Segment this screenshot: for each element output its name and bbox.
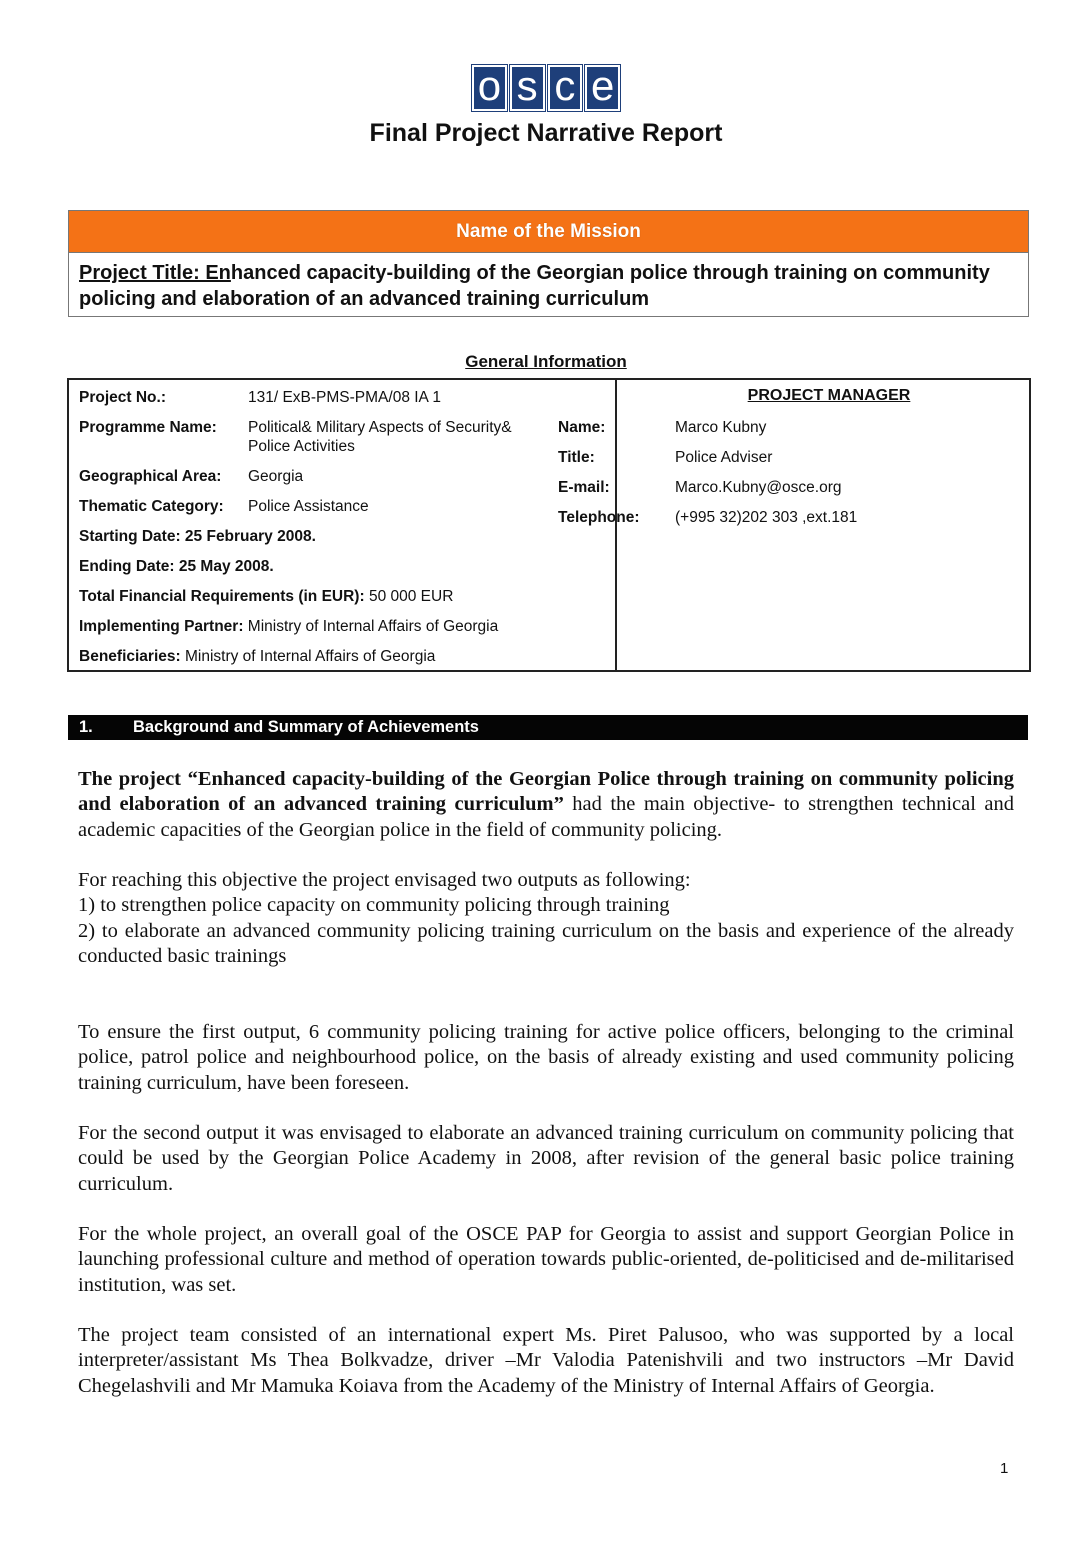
- paragraph-outputs: [78, 868, 1014, 969]
- logo-letter-s: s: [510, 65, 545, 111]
- outputs-intro: For reaching this objective the project envisaged two outputs as following:: [78, 869, 691, 891]
- logo-letter-c: c: [548, 65, 583, 111]
- pm-title-value: Police Adviser: [675, 449, 773, 466]
- general-information-heading: General Information: [465, 352, 627, 371]
- beneficiaries: [79, 647, 435, 666]
- pm-email-value[interactable]: Marco.Kubny@osce.org: [675, 479, 842, 496]
- general-information-table: [67, 378, 1031, 672]
- programme-name-value-line1: Political& Military Aspects of Security&: [248, 419, 512, 436]
- report-title: Final Project Narrative Report: [369, 119, 723, 147]
- pm-name-label: Name:: [558, 419, 606, 436]
- section-number: 1.: [79, 718, 93, 736]
- implementing-partner-label: Implementing Partner:: [79, 618, 244, 635]
- implementing-partner: [79, 617, 498, 636]
- project-no-value: 131/ ExB-PMS-PMA/08 IA 1: [248, 389, 441, 406]
- beneficiaries-value: Ministry of Internal Affairs of Georgia: [180, 648, 436, 665]
- paragraph-second-output: For the second output it was envisaged to elaborate an advanced training curriculum on community policing that could be used by the Georgian Police Academy in 2008, after revision of the general basic police training curriculum.: [78, 1122, 1014, 1195]
- total-financial-label: Total Financial Requirements (in EUR):: [79, 588, 365, 605]
- osce-logo: [472, 62, 620, 111]
- pm-telephone-label: Telephone:: [558, 509, 640, 526]
- starting-date: Starting Date: 25 February 2008.: [79, 528, 316, 545]
- total-financial-requirements: [79, 587, 453, 606]
- pm-email-label: E-mail:: [558, 479, 610, 496]
- thematic-category-value: Police Assistance: [248, 498, 369, 515]
- geographical-area-value: Georgia: [248, 468, 304, 485]
- logo-letter-o: o: [472, 65, 507, 111]
- project-manager-heading: PROJECT MANAGER: [747, 387, 911, 404]
- implementing-partner-value: Ministry of Internal Affairs of Georgia: [243, 618, 499, 635]
- mission-box: [68, 210, 1029, 317]
- pm-title-label: Title:: [558, 449, 595, 466]
- project-no-label: Project No.:: [79, 389, 166, 406]
- mission-header: Name of the Mission: [69, 211, 1028, 253]
- outputs-item-1: 1) to strengthen police capacity on community policing through training: [78, 894, 670, 917]
- paragraph-objective-rest: had the main objective- to strengthen technical and academic capacities of the Georgian police in the field of community policing.: [78, 793, 1014, 841]
- programme-name-label: Programme Name:: [79, 419, 217, 436]
- outputs-item-2: 2) to elaborate an advanced community policing training curriculum on the basis and experience of the already conducted basic trainings: [78, 919, 1014, 967]
- programme-name-value-line2: Police Activities: [248, 438, 355, 455]
- paragraph-first-output: To ensure the first output, 6 community policing training for active police officers, belonging to the criminal police, patrol police and neighbourhood police, on the basis of already existing and used community policing training curriculum, have been foreseen.: [78, 1021, 1014, 1094]
- paragraph-project-team: The project team consisted of an international expert Ms. Piret Palusoo, who was supported by a local interpreter/assistant Ms Thea Bolkvadze, driver –Mr Valodia Patenishvili and two instructors –Mr David Chegelashvili and Mr Mamuka Koiava from the Academy of the Ministry of Internal Affairs of Georgia.: [78, 1324, 1014, 1397]
- section-heading-bar: [68, 715, 1028, 740]
- project-title-text: hanced capacity-building of the Georgian police through training on community policing and elaboration of an advanced training curriculum: [79, 262, 990, 310]
- logo-letter-e: e: [585, 65, 620, 111]
- ending-date: Ending Date: 25 May 2008.: [79, 558, 274, 575]
- project-title: [69, 253, 1028, 312]
- project-title-label: Project Title: En: [79, 262, 231, 284]
- beneficiaries-label: Beneficiaries:: [79, 648, 181, 665]
- paragraph-overall-goal: For the whole project, an overall goal of the OSCE PAP for Georgia to assist and support Georgian Police in launching professional culture and method of operation towards public-oriented, de-politicised and de-militarised institution, was set.: [78, 1223, 1014, 1296]
- paragraph-objective-bold: The project “Enhanced capacity-building of the Georgian Police through training on community policing and elaboration of an advanced training curriculum”: [78, 768, 1014, 816]
- paragraph-objective: [78, 767, 1014, 843]
- section-title: Background and Summary of Achievements: [133, 718, 479, 736]
- pm-telephone-value: (+995 32)202 303 ,ext.181: [675, 509, 858, 526]
- geographical-area-label: Geographical Area:: [79, 468, 222, 485]
- thematic-category-label: Thematic Category:: [79, 498, 224, 515]
- total-financial-value: 50 000 EUR: [364, 588, 454, 605]
- page-number: 1: [1000, 1460, 1009, 1477]
- pm-name-value: Marco Kubny: [675, 419, 767, 436]
